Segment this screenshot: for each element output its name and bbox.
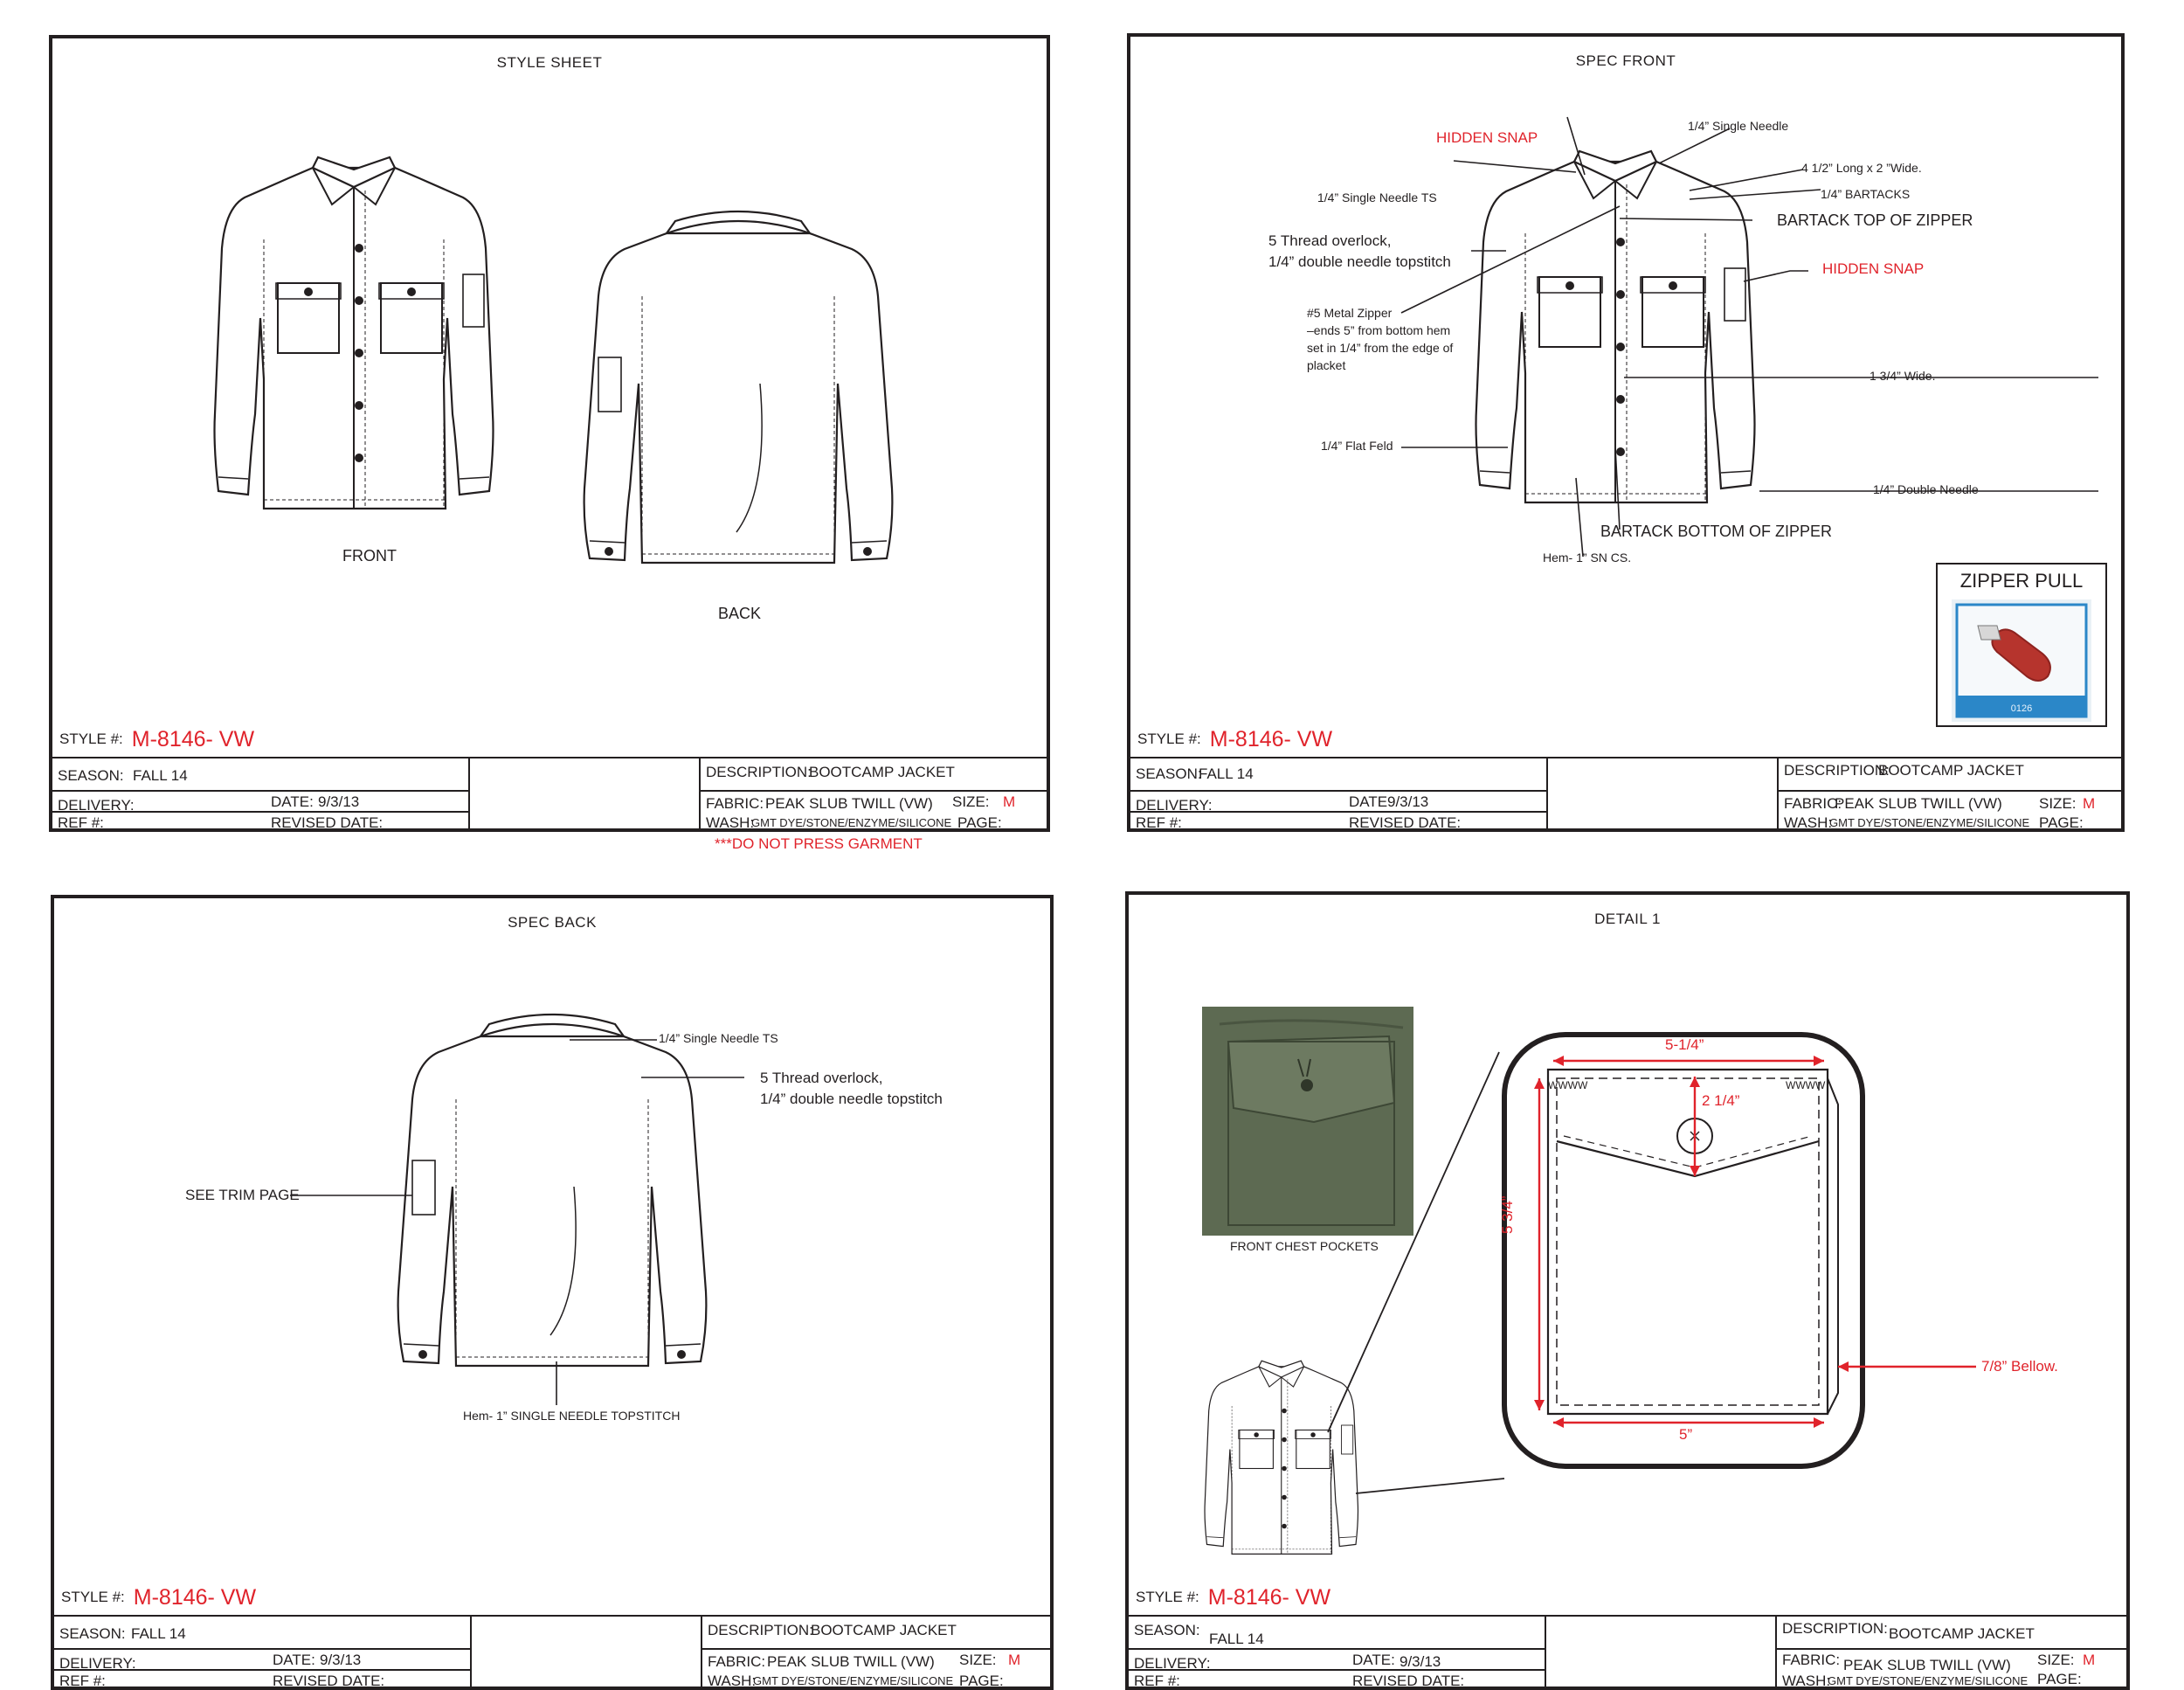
style-number: M-8146- VW [1207,1584,1331,1610]
fabric-value: PEAK SLUB TWILL (VW) [767,1653,935,1670]
size-value: M [1003,793,1016,810]
size-value: M [1008,1652,1021,1668]
dim-height: 5 3/4” [1499,1195,1516,1234]
date-label: DATE: [1352,1652,1395,1668]
zipper-callout-1: #5 Metal Zipper [1307,306,1393,320]
panel-title: SPEC BACK [508,914,597,931]
style-number-row [59,724,254,755]
fabric-value: PEAK SLUB TWILL (VW) [1843,1657,2011,1673]
description-value: BOOTCAMP JACKET [809,764,955,780]
jacket-thumbnail [1205,1361,1358,1554]
hidden-snap-sleeve-callout: HIDDEN SNAP [1822,260,1925,277]
bartack-mark-right: WWWW [1786,1079,1826,1091]
description-value: BOOTCAMP JACKET [1889,1625,2035,1642]
dim-top-width: 5-1/4” [1665,1036,1704,1053]
description-value: BOOTCAMP JACKET [811,1622,957,1638]
title-block [54,1582,1050,1687]
see-trim-callout: SEE TRIM PAGE [185,1187,300,1203]
zipper-pull-photo [1952,599,2091,722]
dim-bellow: 7/8” Bellow. [1981,1358,2058,1375]
overlock-callout-2: 1/4” double needle topstitch [1268,253,1451,270]
spec-back-drawings [54,898,1050,1580]
style-number: M-8146- VW [133,1584,257,1610]
wash-value: GMT DYE/STONE/ENZYME/SILICONE [753,1674,954,1687]
flat-feld-callout: 1/4” Flat Feld [1321,439,1393,453]
dim-flap-depth: 2 1/4” [1702,1092,1740,1109]
season-label: SEASON: [59,1625,126,1642]
description-value: BOOTCAMP JACKET [1878,762,2024,779]
panel-title: SPEC FRONT [1575,52,1676,69]
date-value: 9/3/13 [1400,1653,1441,1670]
zoom-frame [1504,1035,1863,1466]
description-label: DESCRIPTION: [1782,1620,1888,1637]
season-value: FALL 14 [131,1625,186,1642]
wash-value: GMT DYE/STONE/ENZYME/SILICONE [751,816,952,829]
date-label: DATE: [273,1652,315,1668]
spec-back-panel [51,895,1054,1690]
jacket-front-drawing [215,157,494,509]
style-label: STYLE #: [1137,731,1201,747]
revised-date-label: REVISED DATE: [1349,814,1462,831]
title-block [52,724,1047,831]
date-label: DATE: [271,793,314,810]
fabric-value: PEAK SLUB TWILL (VW) [1835,795,2002,812]
style-number-row [1136,1582,1330,1613]
hem-callout: Hem- 1” SINGLE NEEDLE TOPSTITCH [463,1409,681,1423]
do-not-press-note: ***DO NOT PRESS GARMENT [715,835,923,852]
title-block [1130,724,2121,831]
size-value: M [2083,1652,2096,1668]
ref-label: REF #: [58,814,104,831]
delivery-label: DELIVERY: [1134,1655,1211,1672]
back-label: BACK [718,605,762,622]
zipper-pull-card [1936,563,2107,727]
pocket-photo [1202,1007,1413,1236]
revised-date-label: REVISED DATE: [271,814,384,831]
season-value: FALL 14 [133,767,188,784]
page-label: PAGE: [2037,1671,2082,1687]
date-value: 9/3/13 [320,1652,362,1668]
detail-panel [1125,891,2130,1690]
description-label: DESCRIPTION: [1784,762,1890,779]
date-value: 9/3/13 [318,793,360,810]
revised-date-label: REVISED DATE: [1352,1673,1465,1689]
single-needle-callout: 1/4” Single Needle [1688,119,1789,133]
jacket-back-drawing [584,211,893,563]
zipper-pull-title: ZIPPER PULL [1959,570,2084,592]
season-label: SEASON: [58,767,124,784]
style-number: M-8146- VW [1209,726,1333,751]
bartack-bottom-callout: BARTACK BOTTOM OF ZIPPER [1600,523,1833,540]
zipper-callout-2: –ends 5” from bottom hem [1307,323,1451,337]
title-block [1129,1582,2126,1687]
size-value: M [2083,795,2096,812]
style-label: STYLE #: [1136,1589,1199,1605]
fabric-label: FABRIC: [1782,1652,1841,1668]
season-label: SEASON: [1136,765,1202,782]
width-callout: 1 3/4” Wide. [1870,369,1936,383]
panel-title: STYLE SHEET [496,54,603,71]
pocket-size-callout: 4 1/2” Long x 2 ”Wide. [1801,161,1922,175]
wash-label: WASH: [1782,1673,1831,1689]
fabric-value: PEAK SLUB TWILL (VW) [765,795,933,812]
style-number-row [61,1582,256,1613]
fabric-label: FABRIC: [1784,795,1842,812]
season-value: FALL 14 [1209,1631,1264,1647]
overlock-callout-1: 5 Thread overlock, [1268,232,1392,249]
season-value: FALL 14 [1199,765,1254,782]
jacket-back-drawing [398,1015,707,1366]
bartack-mark-left: WWWW [1548,1079,1588,1091]
spec-front-panel [1127,33,2125,832]
page-label: PAGE: [959,1673,1004,1689]
zipper-pull-tag: 0126 [2010,703,2033,714]
panel-title: DETAIL 1 [1594,911,1661,927]
date-label: DATE [1349,793,1388,810]
revised-date-label: REVISED DATE: [273,1673,385,1689]
hidden-snap-callout: HIDDEN SNAP [1436,129,1538,146]
wash-label: WASH: [708,1673,757,1689]
size-label: SIZE: [2039,795,2077,812]
overlock-callout-2: 1/4” double needle topstitch [760,1091,943,1107]
wash-label: WASH: [1784,814,1833,831]
style-sheet-panel [49,35,1050,832]
single-needle-ts-callout: 1/4” Single Needle TS [659,1031,778,1045]
hem-callout: Hem- 1” SN CS. [1543,551,1632,564]
season-label: SEASON: [1134,1622,1200,1638]
double-needle-callout: 1/4” Double Needle [1873,482,1979,496]
style-number: M-8146- VW [131,726,255,751]
wash-label: WASH: [706,814,755,831]
overlock-callout-1: 5 Thread overlock, [760,1070,883,1086]
bartack-top-callout: BARTACK TOP OF ZIPPER [1777,211,1973,229]
size-label: SIZE: [952,793,990,810]
fabric-label: FABRIC: [706,795,764,812]
ref-label: REF #: [1134,1673,1180,1689]
delivery-label: DELIVERY: [1136,797,1213,814]
photo-caption: FRONT CHEST POCKETS [1230,1239,1379,1253]
description-label: DESCRIPTION: [708,1622,813,1638]
front-label: FRONT [342,547,397,564]
zipper-callout-4: placket [1307,358,1346,372]
size-label: SIZE: [959,1652,997,1668]
wash-value: GMT DYE/STONE/ENZYME/SILICONE [1829,816,2030,829]
page-label: PAGE: [957,814,1002,831]
dim-bottom-width: 5” [1679,1426,1693,1443]
delivery-label: DELIVERY: [58,797,135,814]
single-needle-ts-callout: 1/4” Single Needle TS [1317,190,1437,204]
size-label: SIZE: [2037,1652,2075,1668]
page-label: PAGE: [2039,814,2084,831]
style-number-row [1137,724,1332,755]
fabric-label: FABRIC: [708,1653,766,1670]
wash-value: GMT DYE/STONE/ENZYME/SILICONE [1828,1674,2028,1687]
zipper-callout-3: set in 1/4” from the edge of [1307,341,1454,355]
style-label: STYLE #: [61,1589,125,1605]
date-value: 9/3/13 [1387,793,1429,810]
ref-label: REF #: [59,1673,106,1689]
bartacks-callout: 1/4” BARTACKS [1821,187,1911,201]
style-sheet-drawings [52,38,1048,720]
description-label: DESCRIPTION: [706,764,812,780]
delivery-label: DELIVERY: [59,1655,136,1672]
style-label: STYLE #: [59,731,123,747]
ref-label: REF #: [1136,814,1182,831]
